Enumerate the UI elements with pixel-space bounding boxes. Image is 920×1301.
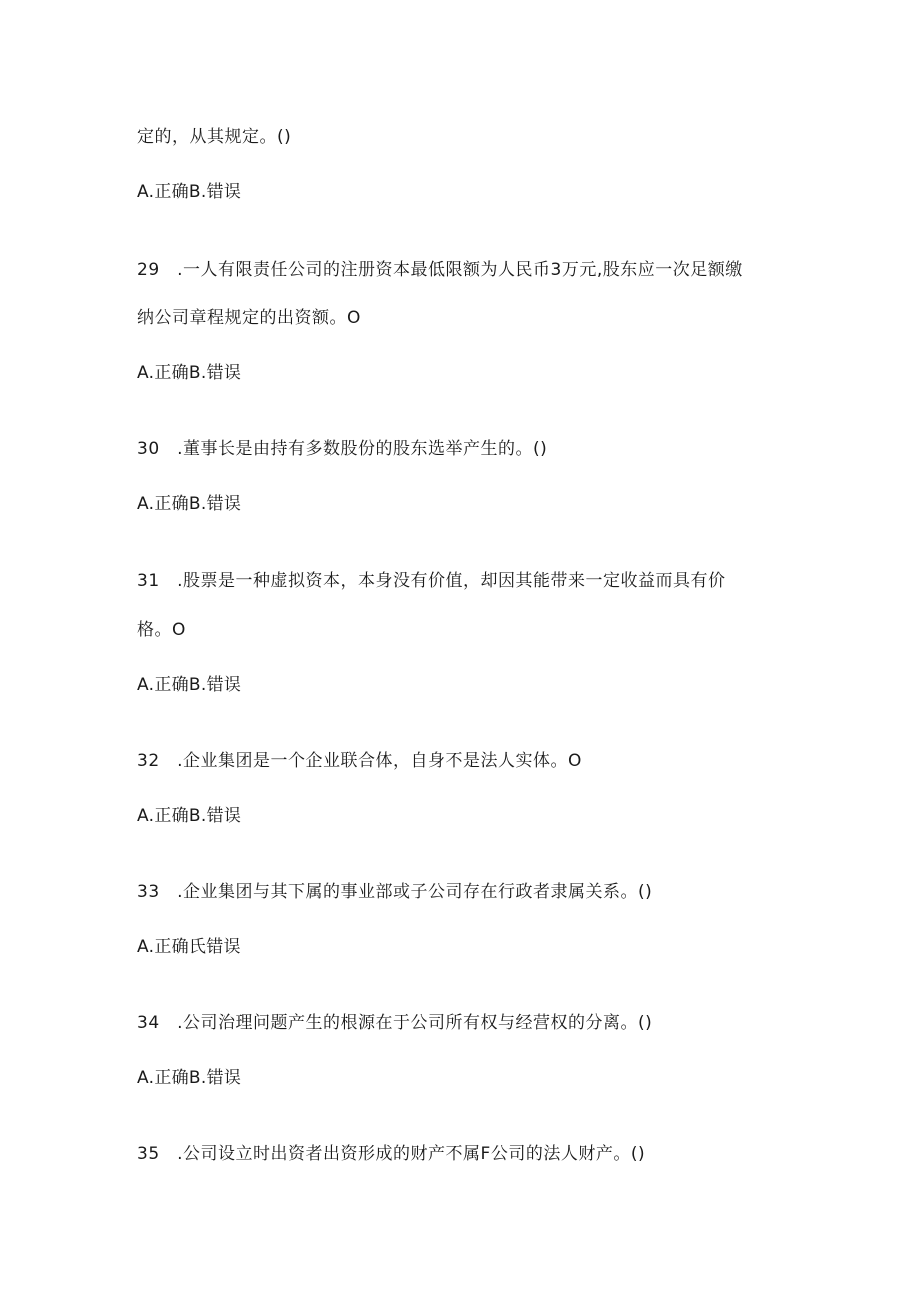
question-31-line-1: 31 .股票是一种虚拟资本，本身没有价值，却因其能带来一定收益而具有价 (137, 571, 726, 591)
question-34: 34 .公司治理问题产生的根源在于公司所有权与经营权的分离。() (137, 1013, 653, 1033)
question-35: 35 .公司设立时出资者出资形成的财产不属F公司的法人财产。() (137, 1144, 646, 1164)
question-31-line-2: 格。O (137, 620, 186, 640)
answer-options-q31: A.正确B.错误 (137, 675, 242, 695)
answer-options-q32: A.正确B.错误 (137, 806, 242, 826)
answer-options-q29: A.正确B.错误 (137, 363, 242, 383)
question-30: 30 .董事长是由持有多数股份的股东选举产生的。() (137, 439, 548, 459)
question-32: 32 .企业集团是一个企业联合体，自身不是法人实体。O (137, 751, 582, 771)
answer-options-q34: A.正确B.错误 (137, 1068, 242, 1088)
text-line-q28-continued: 定的，从其规定。() (137, 127, 292, 147)
question-33: 33 .企业集团与其下属的事业部或子公司存在行政者隶属关系。() (137, 882, 653, 902)
answer-options-q33: A.正确氏错误 (137, 937, 241, 957)
question-29-line-2: 纳公司章程规定的出资额。O (137, 308, 361, 328)
answer-options-q28: A.正确B.错误 (137, 182, 242, 202)
question-29-line-1: 29 .一人有限责任公司的注册资本最低限额为人民币3万元,股东应一次足额缴 (137, 260, 743, 280)
answer-options-q30: A.正确B.错误 (137, 494, 242, 514)
